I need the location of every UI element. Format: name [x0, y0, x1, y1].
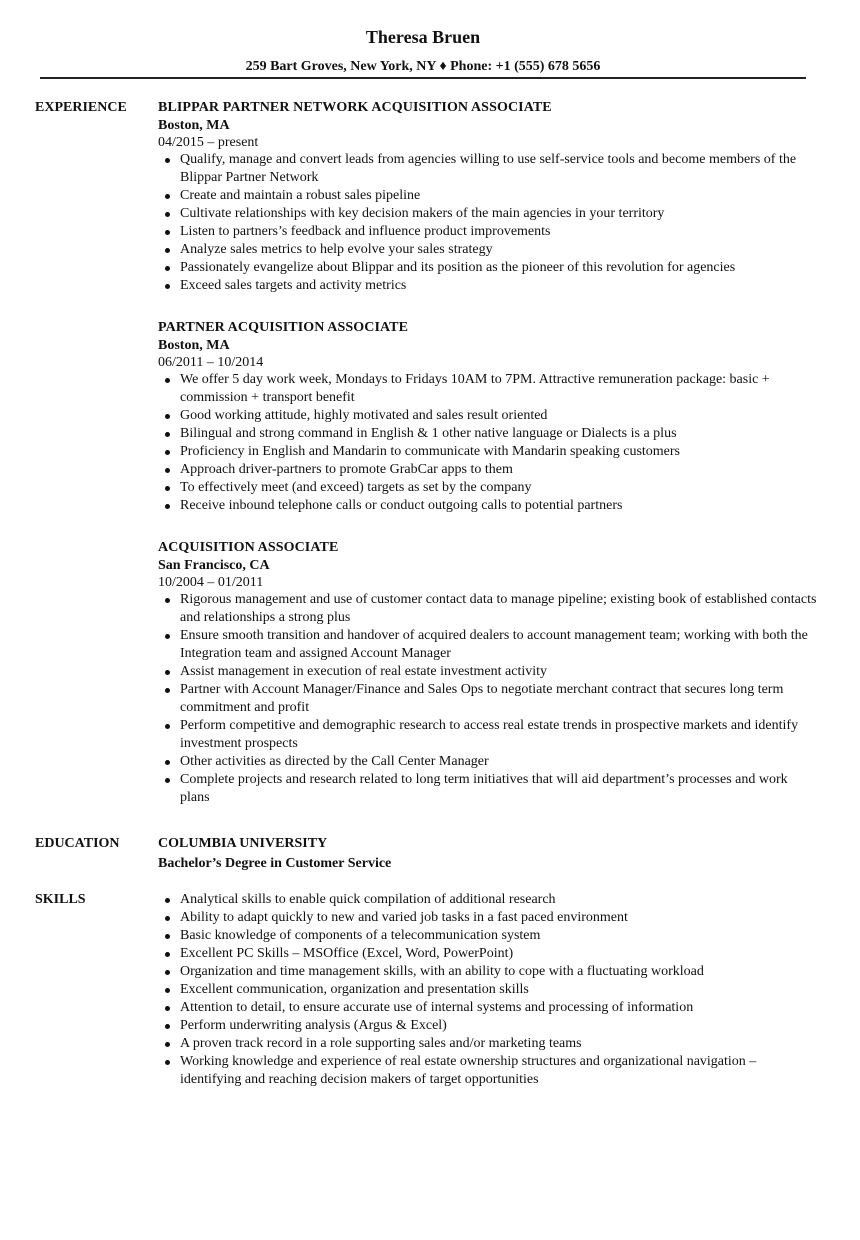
bullet-icon: [165, 898, 170, 903]
bullet-item: [158, 627, 818, 663]
bullet-text: Bilingual and strong command in English & 1 other native language or Dialects is a plus: [180, 426, 677, 441]
bullet-text: Qualify, manage and convert leads from agencies willing to use self-service tools and become members of the Blippar Partner Network: [180, 152, 797, 185]
skill-item: [158, 981, 818, 999]
job-bullets: [158, 591, 818, 807]
skill-item: [158, 1017, 818, 1035]
job-entry: [158, 539, 818, 807]
education-body: [158, 835, 818, 873]
bullet-item: [158, 461, 818, 479]
bullet-icon: [165, 916, 170, 921]
bullet-text: Cultivate relationships with key decision makers of the main agencies in your territory: [180, 206, 665, 221]
job-title: BLIPPAR PARTNER NETWORK ACQUISITION ASSOCIATE: [158, 100, 552, 115]
skill-text: Attention to detail, to ensure accurate use of internal systems and processing of information: [180, 1000, 694, 1015]
job-title: PARTNER ACQUISITION ASSOCIATE: [158, 320, 409, 335]
bullet-text: Approach driver-partners to promote GrabCar apps to them: [180, 462, 513, 477]
bullet-text: Complete projects and research related to long term initiatives that will aid department’s processes and work plans: [180, 772, 788, 805]
skill-item: [158, 963, 818, 981]
bullet-icon: [165, 1060, 170, 1065]
bullet-icon: [165, 378, 170, 383]
bullet-text: Passionately evangelize about Blippar and its position as the pioneer of this revolution for agencies: [180, 260, 736, 275]
job-bullets: [158, 151, 818, 295]
bullet-item: [158, 371, 818, 407]
bullet-text: Assist management in execution of real estate investment activity: [180, 664, 548, 679]
section-title-skills: SKILLS: [35, 892, 86, 907]
bullet-item: [158, 151, 818, 187]
bullet-icon: [165, 970, 170, 975]
bullet-text: Create and maintain a robust sales pipeline: [180, 188, 421, 203]
bullet-item: [158, 497, 818, 515]
experience-list: [158, 99, 818, 831]
skill-text: A proven track record in a role supporting sales and/or marketing teams: [180, 1036, 582, 1051]
bullet-item: [158, 717, 818, 753]
bullet-text: Other activities as directed by the Call Center Manager: [180, 754, 489, 769]
skill-item: [158, 909, 818, 927]
job-location: Boston, MA: [158, 338, 230, 353]
bullet-text: Good working attitude, highly motivated and sales result oriented: [180, 408, 548, 423]
header-divider: [40, 77, 806, 79]
bullet-text: Receive inbound telephone calls or conduct outgoing calls to potential partners: [180, 498, 623, 513]
bullet-item: [158, 591, 818, 627]
bullet-icon: [165, 230, 170, 235]
job-entry: [158, 319, 818, 515]
skill-text: Basic knowledge of components of a telecommunication system: [180, 928, 541, 943]
bullet-text: Proficiency in English and Mandarin to communicate with Mandarin speaking customers: [180, 444, 680, 459]
job-dates: 10/2004 – 01/2011: [158, 575, 264, 590]
bullet-item: [158, 443, 818, 461]
bullet-icon: [165, 598, 170, 603]
bullet-icon: [165, 724, 170, 729]
bullet-text: Listen to partners’s feedback and influence product improvements: [180, 224, 551, 239]
bullet-item: [158, 205, 818, 223]
bullet-item: [158, 681, 818, 717]
bullet-item: [158, 187, 818, 205]
school-name: COLUMBIA UNIVERSITY: [158, 836, 328, 851]
skill-item: [158, 927, 818, 945]
skill-text: Excellent PC Skills – MSOffice (Excel, Word, PowerPoint): [180, 946, 514, 961]
bullet-item: [158, 277, 818, 295]
skill-text: Analytical skills to enable quick compilation of additional research: [180, 892, 556, 907]
bullet-icon: [165, 634, 170, 639]
skills-body: [158, 891, 818, 1089]
bullet-icon: [165, 414, 170, 419]
bullet-icon: [165, 468, 170, 473]
skill-text: Working knowledge and experience of real estate ownership structures and organizational navigation – identifying and reaching decision makers of target opportunities: [180, 1054, 757, 1087]
bullet-text: Perform competitive and demographic research to access real estate trends in prospective markets and identify investment prospects: [180, 718, 799, 751]
job-location: Boston, MA: [158, 118, 230, 133]
bullet-item: [158, 771, 818, 807]
candidate-name: Theresa Bruen: [365, 27, 481, 47]
bullet-icon: [165, 1042, 170, 1047]
skills-list: [158, 891, 818, 1089]
skill-text: Perform underwriting analysis (Argus & Excel): [180, 1018, 447, 1033]
bullet-icon: [165, 778, 170, 783]
bullet-icon: [165, 486, 170, 491]
bullet-icon: [165, 952, 170, 957]
skill-item: [158, 945, 818, 963]
bullet-icon: [165, 504, 170, 509]
bullet-icon: [165, 988, 170, 993]
degree-name: Bachelor’s Degree in Customer Service: [158, 856, 392, 871]
bullet-text: Exceed sales targets and activity metrics: [180, 278, 407, 293]
bullet-icon: [165, 248, 170, 253]
skill-text: Excellent communication, organization and presentation skills: [180, 982, 529, 997]
bullet-item: [158, 241, 818, 259]
bullet-icon: [165, 158, 170, 163]
job-entry: [158, 99, 818, 295]
contact-line: 259 Bart Groves, New York, NY ♦ Phone: +1 (555) 678 5656: [245, 59, 601, 74]
job-dates: 06/2011 – 10/2014: [158, 355, 264, 370]
skill-text: Ability to adapt quickly to new and varied job tasks in a fast paced environment: [180, 910, 628, 925]
bullet-item: [158, 663, 818, 681]
bullet-icon: [165, 450, 170, 455]
bullet-icon: [165, 670, 170, 675]
bullet-icon: [165, 688, 170, 693]
bullet-text: Ensure smooth transition and handover of acquired dealers to account management team; working with both the Integration team and assigned Account Manager: [180, 628, 808, 661]
bullet-icon: [165, 1024, 170, 1029]
bullet-item: [158, 479, 818, 497]
job-location: San Francisco, CA: [158, 558, 270, 573]
bullet-text: To effectively meet (and exceed) targets as set by the company: [180, 480, 532, 495]
bullet-item: [158, 425, 818, 443]
bullet-text: Analyze sales metrics to help evolve your sales strategy: [180, 242, 493, 257]
section-title-education: EDUCATION: [35, 836, 120, 851]
bullet-icon: [165, 266, 170, 271]
bullet-icon: [165, 934, 170, 939]
bullet-item: [158, 753, 818, 771]
skill-text: Organization and time management skills, with an ability to cope with a fluctuating workload: [180, 964, 704, 979]
bullet-icon: [165, 284, 170, 289]
bullet-text: Rigorous management and use of customer contact data to manage pipeline; existing book of established contacts and relationships a strong plus: [180, 592, 817, 625]
section-title-experience: EXPERIENCE: [35, 100, 127, 115]
bullet-text: We offer 5 day work week, Mondays to Fridays 10AM to 7PM. Attractive remuneration package: basic + commission + transport benefit: [180, 372, 770, 405]
skill-item: [158, 891, 818, 909]
bullet-icon: [165, 432, 170, 437]
bullet-icon: [165, 760, 170, 765]
bullet-icon: [165, 1006, 170, 1011]
bullet-item: [158, 223, 818, 241]
bullet-icon: [165, 194, 170, 199]
bullet-item: [158, 259, 818, 277]
job-dates: 04/2015 – present: [158, 135, 259, 150]
skill-item: [158, 1035, 818, 1053]
job-bullets: [158, 371, 818, 515]
bullet-item: [158, 407, 818, 425]
bullet-icon: [165, 212, 170, 217]
job-title: ACQUISITION ASSOCIATE: [158, 540, 339, 555]
skill-item: [158, 1053, 818, 1089]
bullet-text: Partner with Account Manager/Finance and Sales Ops to negotiate merchant contract that secures long term commitment and profit: [180, 682, 784, 715]
skill-item: [158, 999, 818, 1017]
